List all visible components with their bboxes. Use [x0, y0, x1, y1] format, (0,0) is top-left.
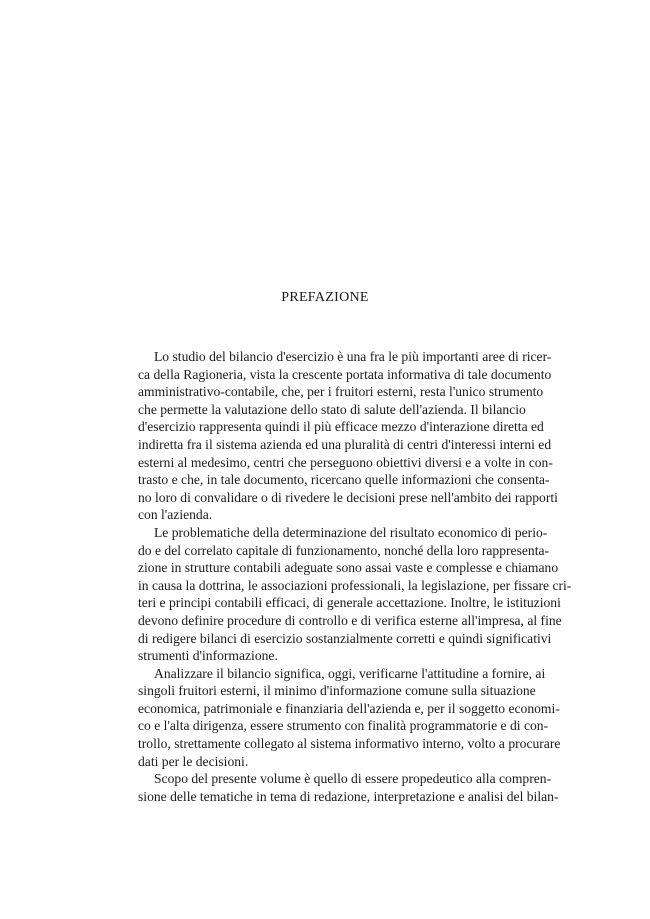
text-line: no loro di convalidare o di rivedere le decisioni prese nell'ambito dei rapporti	[138, 489, 558, 505]
text-line: zione in strutture contabili adeguate sono assai vaste e complesse e chiamano	[138, 560, 559, 576]
text-line: di redigere bilanci di esercizio sostanzialmente corretti e quindi significativi	[138, 630, 552, 646]
paragraph	[138, 665, 561, 771]
text-line: co e l'alta dirigenza, essere strumento con finalità programmatorie e di con-	[138, 718, 549, 734]
text-line: d'esercizio rappresenta quindi il più efficace mezzo d'interazione diretta ed	[138, 419, 544, 435]
text-line: Scopo del presente volume è quello di essere propedeutico alla compren-	[154, 771, 552, 787]
text-line: con l'azienda.	[138, 507, 213, 523]
paragraph	[138, 348, 558, 524]
text-line: amministrativo-contabile, che, per i fruitori esterni, resta l'unico strumento	[138, 384, 544, 400]
text-line: Analizzare il bilancio significa, oggi, verificarne l'attitudine a fornire, ai	[154, 665, 546, 681]
paragraph	[138, 524, 572, 665]
text-line: Lo studio del bilancio d'esercizio è una fra le più importanti aree di ricer-	[154, 349, 552, 364]
text-line: Le problematiche della determinazione del risultato economico di perio-	[154, 524, 548, 540]
text-line: devono definire procedure di controllo e di verifica esterne all'impresa, al fine	[138, 612, 562, 628]
page-title: PREFAZIONE	[281, 290, 369, 305]
text-line: singoli fruitori esterni, il minimo d'informazione comune sulla situazione	[138, 683, 536, 699]
text-line: in causa la dottrina, le associazioni professionali, la legislazione, per fissare cri-	[138, 577, 572, 593]
text-line: esterni al medesimo, centri che perseguono obiettivi diversi e a volte in con-	[138, 454, 553, 470]
text-line: ca della Ragioneria, vista la crescente portata informativa di tale documento	[138, 366, 552, 382]
preface-body	[138, 348, 572, 805]
text-line: do e del correlato capitale di funzionamento, nonché della loro rappresenta-	[138, 542, 550, 558]
text-line: che permette la valutazione dello stato di salute dell'azienda. Il bilancio	[138, 401, 526, 417]
text-line: dati per le decisioni.	[138, 753, 249, 769]
text-line: indiretta fra il sistema azienda ed una pluralità di centri d'interessi interni ed	[138, 436, 552, 452]
text-line: teri e principi contabili efficaci, di generale accettazione. Inoltre, le istituzioni	[138, 595, 561, 611]
text-line: strumenti d'informazione.	[138, 648, 278, 664]
text-line: sione delle tematiche in tema di redazione, interpretazione e analisi del bilan-	[138, 788, 559, 804]
text-line: trollo, strettamente collegato al sistema informativo interno, volto a procurare	[138, 736, 561, 752]
text-line: economica, patrimoniale e finanziaria dell'azienda e, per il soggetto economi-	[138, 700, 560, 716]
paragraph	[138, 770, 559, 805]
text-line: trasto e che, in tale documento, ricercano quelle informazioni che consenta-	[138, 472, 550, 488]
